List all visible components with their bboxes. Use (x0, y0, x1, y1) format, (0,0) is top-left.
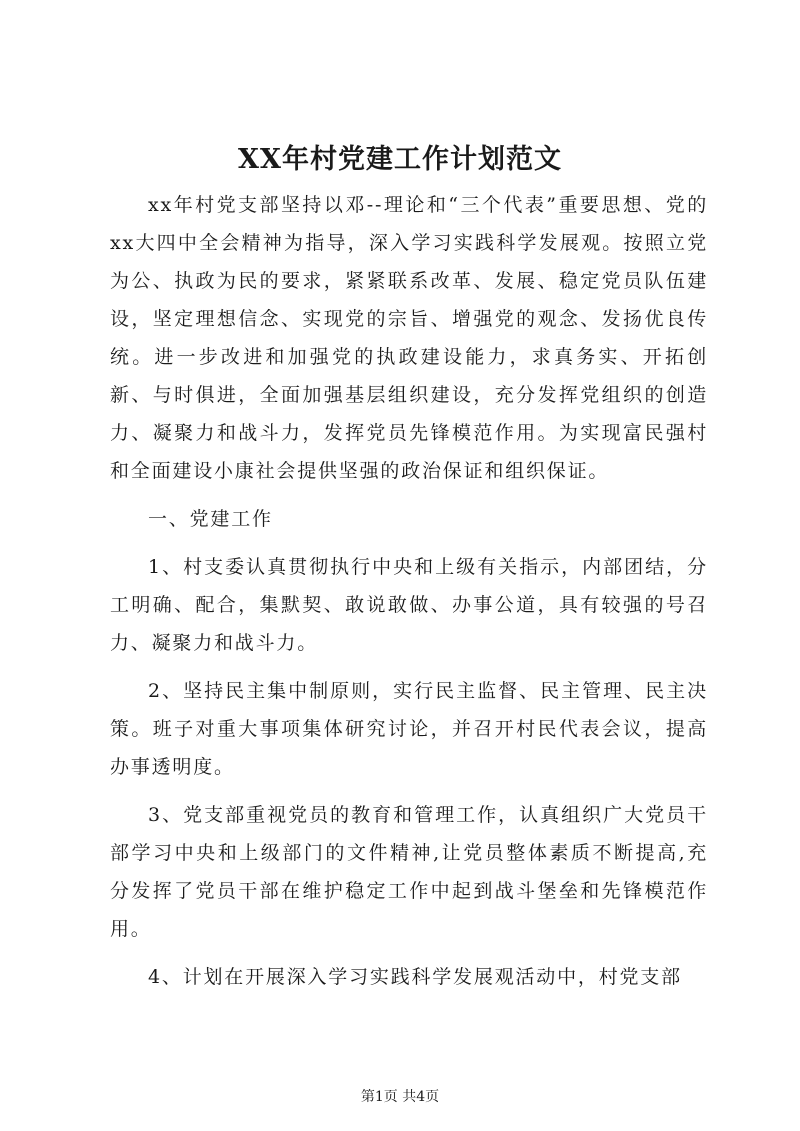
paragraph-item-1: 1、村支委认真贯彻执行中央和上级有关指示，内部团结，分工明确、配合，集默契、敢说敢做、办事公道，具有较强的号召力、凝聚力和战斗力。 (110, 556, 708, 654)
document-title: XX年村党建工作计划范文 (238, 144, 562, 175)
page-number-label: 第1页 共4页 (360, 1089, 440, 1105)
paragraph-item-2: 2、坚持民主集中制原则，实行民主监督、民主管理、民主决策。班子对重大事项集体研究讨论，并召开村民代表会议，提高办事透明度。 (110, 680, 708, 778)
paragraph-item-3: 3、党支部重视党员的教育和管理工作，认真组织广大党员干部学习中央和上级部门的文件精神,让党员整体素质不断提高,充分发挥了党员干部在维护稳定工作中起到战斗堡垒和先锋模范作用。 (110, 804, 708, 940)
page-footer (0, 1087, 800, 1107)
document-body (110, 186, 708, 1006)
paragraph-item-4: 4、计划在开展深入学习实践科学发展观活动中，村党支部 (148, 966, 682, 988)
paragraph-intro: xx年村党支部坚持以邓--理论和“三个代表”重要思想、党的xx大四中全会精神为指导，深入学习实践科学发展观。按照立党为公、执政为民的要求，紧紧联系改革、发展、稳定党员队伍建设，坚定理想信念、实现党的宗旨、增强党的观念、发扬优良传统。进一步改进和加强党的执政建设能力，求真务实、开拓创新、与时俱进，全面加强基层组织建设，充分发挥党组织的创造力、凝聚力和战斗力，发挥党员先锋模范作用。为实现富民强村和全面建设小康社会提供坚强的政治保证和组织保证。 (110, 194, 708, 482)
section-heading-party-building: 一、党建工作 (148, 508, 273, 530)
